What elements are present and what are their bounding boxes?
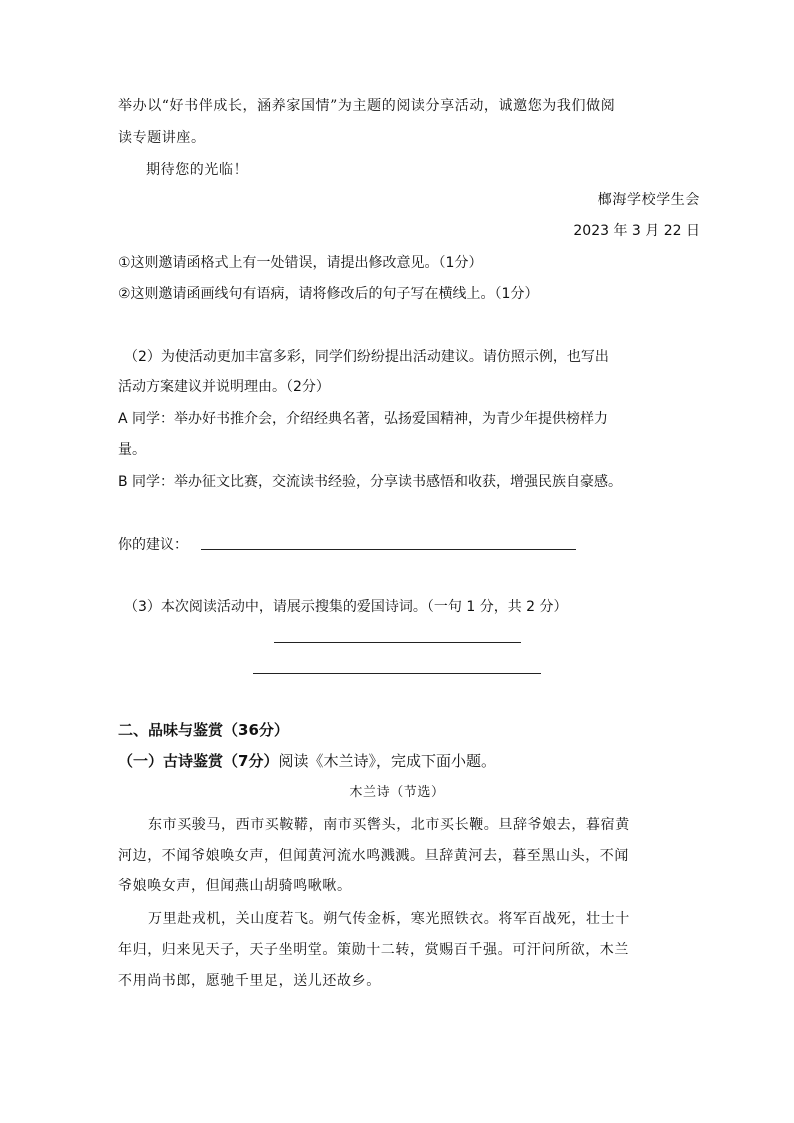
section2-subtitle <box>118 751 496 771</box>
q1-item2: ②这则邀请函画线句有语病，请将修改后的句子写在横线上。（1分） <box>118 286 539 302</box>
poem-line-5: 年归，归来见天子，天子坐明堂。策勋十二转，赏赐百千强。可汗问所欲，木兰 <box>118 942 629 958</box>
poem-line-2: 河边，不闻爷娘唤女声，但闻黄河流水鸣溅溅。旦辞黄河去，暮至黑山头，不闻 <box>118 848 629 864</box>
q3-prompt: （3）本次阅读活动中，请展示搜集的爱国诗词。（一句 1 分，共 2 分） <box>124 599 568 615</box>
section2-subtitle-rest: 阅读《木兰诗》，完成下面小题。 <box>278 752 496 770</box>
poem-title: 木兰诗（节选） <box>349 785 445 800</box>
q2-prompt-line2: 活动方案建议并说明理由。（2分） <box>118 379 330 395</box>
section2-subtitle-bold: （一）古诗鉴赏（7分） <box>118 752 279 770</box>
section2-title: 二、品味与鉴赏（36分） <box>118 721 289 739</box>
invitation-closing: 期待您的光临！ <box>146 162 249 178</box>
poem-line-1: 东市买骏马，西市买鞍鞯，南市买辔头，北市买长鞭。旦辞爷娘去，暮宿黄 <box>148 817 630 833</box>
q2-b-line1: B 同学：举办征文比赛，交流读书经验，分享读书感悟和收获，增强民族自豪感。 <box>118 474 623 490</box>
poem-line-6: 不用尚书郎，愿驰千里足，送儿还故乡。 <box>118 973 381 989</box>
q2-answer-line[interactable] <box>201 549 576 550</box>
poem-line-4: 万里赴戎机，关山度若飞。朔气传金柝，寒光照铁衣。将军百战死，壮士十 <box>148 911 630 927</box>
q2-a-line1: A 同学：举办好书推介会，介绍经典名著，弘扬爱国精神，为青少年提供榜样力 <box>118 411 609 427</box>
q3-answer-line-2[interactable] <box>253 673 541 674</box>
q1-item1: ①这则邀请函格式上有一处错误，请提出修改意见。（1分） <box>118 255 483 271</box>
invitation-date: 2023 年 3 月 22 日 <box>573 223 700 239</box>
invitation-body-line2: 读专题讲座。 <box>118 130 206 146</box>
q2-prompt-line1: （2）为使活动更加丰富多彩，同学们纷纷提出活动建议。请仿照示例，也写出 <box>124 349 609 365</box>
q2-your-suggestion-label: 你的建议： <box>118 537 188 553</box>
q2-a-line2: 量。 <box>118 442 146 458</box>
invitation-body-line1: 举办以“好书伴成长，涵养家国情”为主题的阅读分享活动，诚邀您为我们做阅 <box>118 98 616 114</box>
q3-answer-line-1[interactable] <box>274 642 521 643</box>
invitation-signature: 榔海学校学生会 <box>597 192 700 208</box>
poem-line-3: 爷娘唤女声，但闻燕山胡骑鸣啾啾。 <box>118 878 352 894</box>
